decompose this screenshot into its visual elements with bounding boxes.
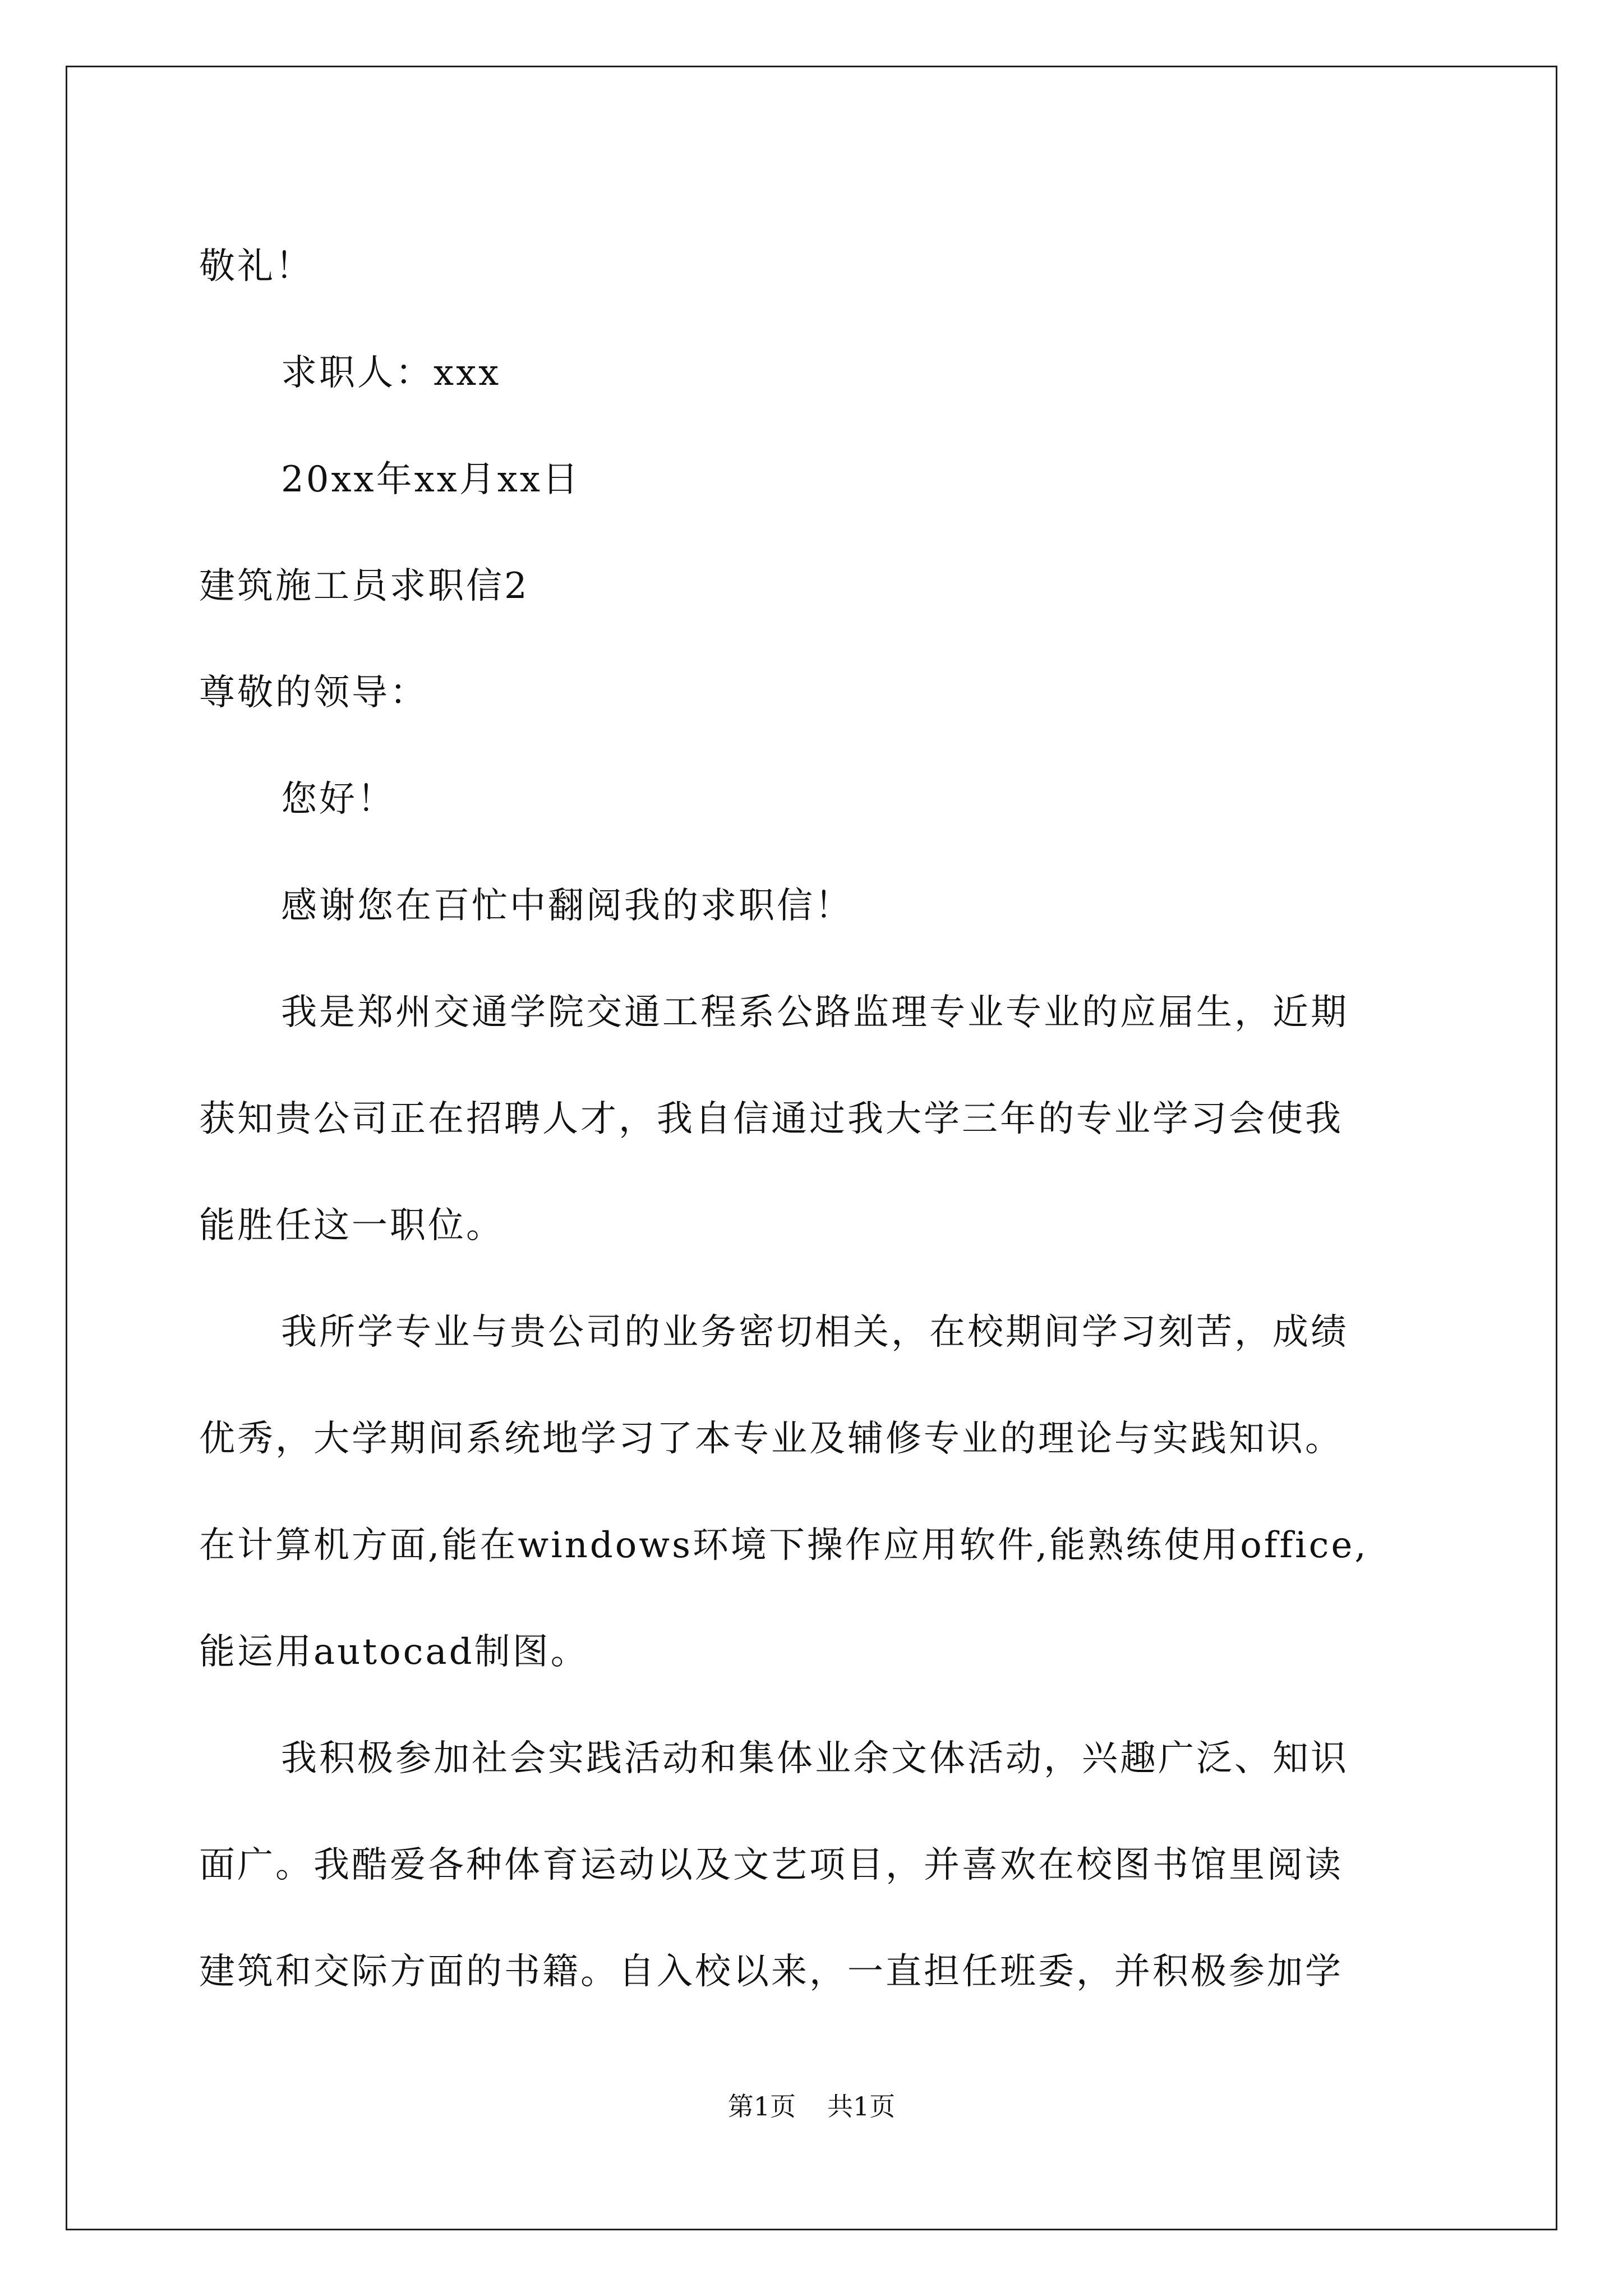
letter-body (199, 213, 1433, 2025)
page-total: 共1页 (827, 2091, 896, 2122)
section-heading: 建筑施工员求职信2 (199, 565, 529, 607)
text-line: 建筑和交际方面的书籍。自入校以来，一直担任班委，并积极参加学 (199, 1951, 1343, 1993)
text-line: 20xx年xx月xx日 (281, 459, 580, 500)
text-line: 在计算机方面,能在windows环境下操作应用软件,能熟练使用office, (199, 1525, 1368, 1566)
text-line: 我是郑州交通学院交通工程系公路监理专业专业的应届生，近期 (281, 992, 1349, 1033)
text-line: 求职人：xxx (281, 352, 501, 394)
text-line: 获知贵公司正在招聘人才，我自信通过我大学三年的专业学习会使我 (199, 1098, 1343, 1140)
text-line: 我所学专业与贵公司的业务密切相关，在校期间学习刻苦，成绩 (281, 1312, 1349, 1353)
text-line: 能胜任这一职位。 (199, 1205, 504, 1246)
page-number: 第1页 (727, 2091, 796, 2122)
text-line: 敬礼！ (199, 246, 313, 287)
text-line: 感谢您在百忙中翻阅我的求职信！ (281, 885, 853, 927)
salutation: 尊敬的领导： (199, 672, 428, 714)
text-line: 我积极参加社会实践活动和集体业余文体活动，兴趣广泛、知识 (281, 1738, 1349, 1779)
text-line: 优秀，大学期间系统地学习了本专业及辅修专业的理论与实践知识。 (199, 1418, 1343, 1460)
text-line: 能运用autocad制图。 (199, 1631, 589, 1673)
greeting: 您好！ (281, 779, 395, 820)
page-footer (0, 2090, 1623, 2123)
text-line: 面广。我酷爱各种体育运动以及文艺项目，并喜欢在校图书馆里阅读 (199, 1844, 1343, 1886)
